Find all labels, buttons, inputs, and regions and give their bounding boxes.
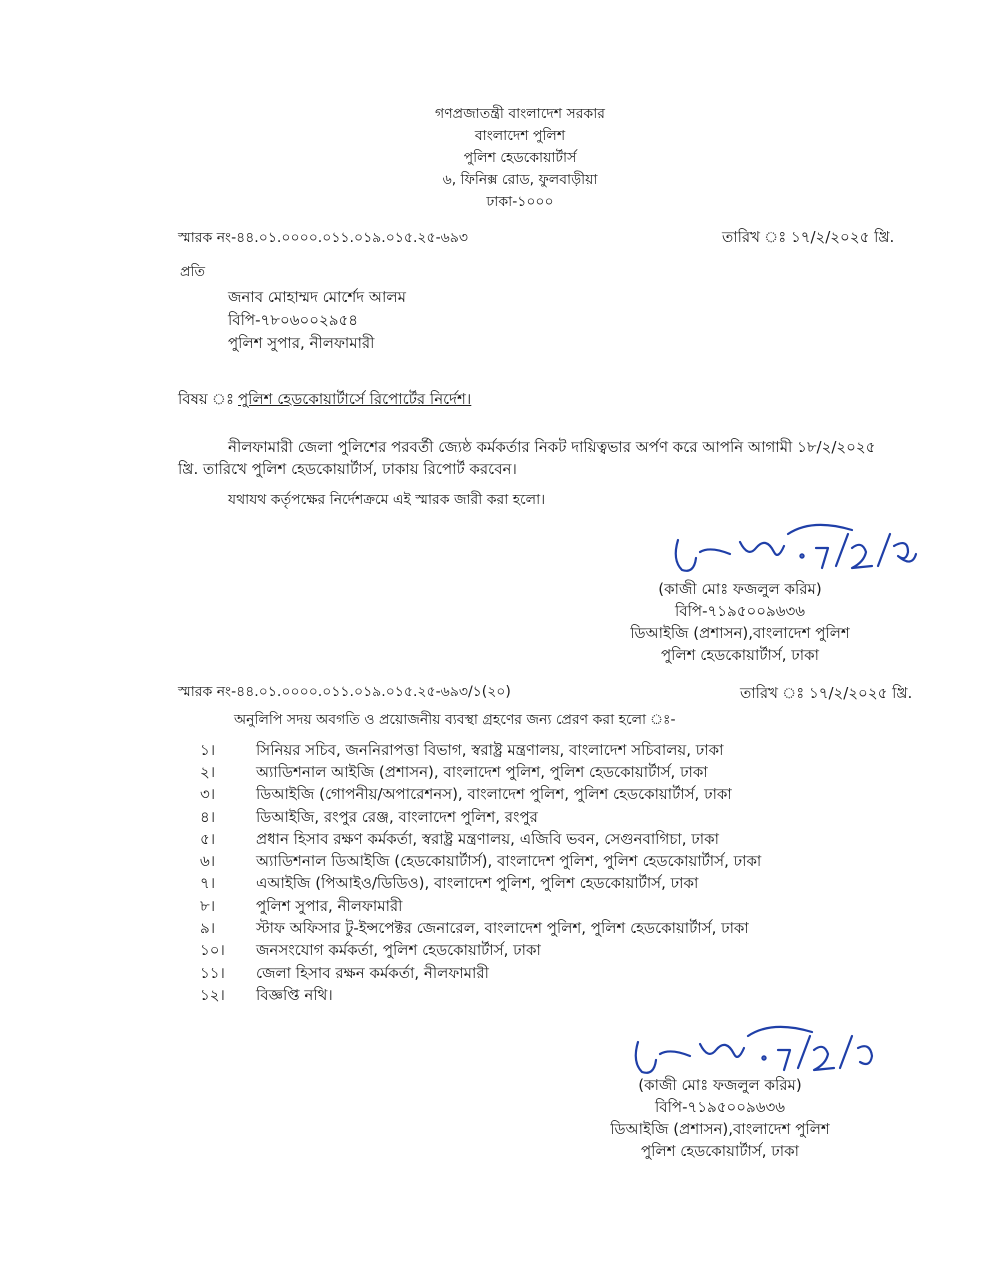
cc-list-item [200, 941, 840, 963]
cc-list-item [200, 896, 840, 918]
copy-intro: অনুলিপি সদয় অবগতি ও প্রয়োজনীয় ব্যবস্থা গ্রহণের জন্য প্রেরণ করা হলো ঃ- [234, 712, 676, 728]
signatory-block-1 [590, 578, 890, 666]
cc-list-item [200, 762, 840, 784]
cc-item-number: ৯। [200, 919, 216, 938]
cc-item-number: ৫। [200, 829, 216, 848]
signatory-name: (কাজী মোঃ ফজলুল করিম) [658, 580, 822, 598]
cc-list-item [200, 740, 840, 762]
cc-item-number: ২। [200, 762, 216, 781]
cc-item-number: ৩। [200, 785, 216, 804]
recipient-bp: বিপি-৭৮০৬০০২৯৫৪ [228, 311, 358, 329]
recipient-designation: পুলিশ সুপার, নীলফামারী [228, 334, 375, 352]
cc-item-text: প্রধান হিসাব রক্ষণ কর্মকর্তা, স্বরাষ্ট্র মন্ত্রণালয়, এজিবি ভবন, সেগুনবাগিচা, ঢাকা [256, 829, 719, 848]
cc-item-number: ৪। [200, 807, 216, 826]
to-label: প্রতি [180, 264, 205, 280]
memo-reference: স্মারক নং-৪৪.০১.০০০০.০১১.০১৯.০১৫.২৫-৬৯৩ [178, 230, 468, 246]
header-address: ৬, ফিনিক্স রোড, ফুলবাড়ীয়া [442, 172, 598, 188]
signatory-name: (কাজী মোঃ ফজলুল করিম) [638, 1076, 802, 1094]
cc-item-number: ১২। [200, 985, 225, 1004]
recipient-block [228, 286, 406, 355]
cc-item-number: ৮। [200, 896, 216, 915]
cc-list [200, 740, 840, 1008]
cc-list-item [200, 785, 840, 807]
body-paragraph-1-line-2: খ্রি. তারিখে পুলিশ হেডকোয়ার্টার্স, ঢাকায় রিপোর্ট করবেন। [178, 460, 517, 478]
letterhead [330, 103, 710, 213]
cc-item-number: ১১। [200, 963, 225, 982]
header-government: গণপ্রজাতন্ত্রী বাংলাদেশ সরকার [435, 106, 605, 122]
cc-item-text: ডিআইজি, রংপুর রেঞ্জ, বাংলাদেশ পুলিশ, রংপুর [256, 807, 538, 826]
cc-item-text: বিজ্ঞপ্তি নথি। [256, 985, 333, 1004]
cc-list-item [200, 829, 840, 851]
cc-list-item [200, 985, 840, 1007]
subject-label: বিষয় ঃ [178, 390, 234, 408]
cc-item-text: সিনিয়র সচিব, জননিরাপত্তা বিভাগ, স্বরাষ্ট্র মন্ত্রণালয়, বাংলাদেশ সচিবালয়, ঢাকা [256, 740, 724, 759]
header-office: পুলিশ হেডকোয়ার্টার্স [463, 150, 577, 166]
handwritten-signature-1 [560, 512, 920, 582]
signatory-bp: বিপি-৭১৯৫০০৯৬৩৬ [655, 1098, 785, 1116]
cc-list-item [200, 963, 840, 985]
header-department: বাংলাদেশ পুলিশ [474, 128, 566, 144]
signatory-bp: বিপি-৭১৯৫০০৯৬৩৬ [675, 602, 805, 620]
cc-list-item [200, 874, 840, 896]
cc-item-text: অ্যাডিশনাল আইজি (প্রশাসন), বাংলাদেশ পুলিশ, পুলিশ হেডকোয়ার্টার্স, ঢাকা [256, 762, 708, 781]
subject-text: পুলিশ হেডকোয়ার্টার্সে রিপোর্টের নির্দেশ। [238, 390, 472, 408]
cc-item-number: ৭। [200, 874, 216, 893]
signatory-designation: ডিআইজি (প্রশাসন),বাংলাদেশ পুলিশ [610, 1120, 830, 1138]
cc-list-item [200, 918, 840, 940]
cc-list-item [200, 807, 840, 829]
cc-item-text: এআইজি (পিআইও/ডিডিও), বাংলাদেশ পুলিশ, পুলিশ হেডকোয়ার্টার্স, ঢাকা [256, 874, 699, 893]
cc-item-number: ১। [200, 740, 216, 759]
cc-item-number: ১০। [200, 941, 225, 960]
cc-item-text: জেলা হিসাব রক্ষন কর্মকর্তা, নীলফামারী [256, 963, 489, 982]
cc-list-item [200, 851, 840, 873]
cc-item-text: পুলিশ সুপার, নীলফামারী [256, 896, 403, 915]
signatory-office: পুলিশ হেডকোয়ার্টার্স, ঢাকা [660, 646, 819, 664]
cc-item-text: স্টাফ অফিসার টু-ইন্সপেক্টর জেনারেল, বাংলাদেশ পুলিশ, পুলিশ হেডকোয়ার্টার্স, ঢাকা [256, 919, 749, 938]
cc-item-number: ৬। [200, 852, 216, 871]
signatory-block-2 [570, 1074, 870, 1162]
header-city: ঢাকা-১০০০ [486, 194, 554, 210]
copy-memo-date: তারিখ ঃ ১৭/২/২০২৫ খ্রি. [740, 684, 913, 702]
recipient-name: জনাব মোহাম্মদ মোর্শেদ আলম [228, 288, 406, 306]
signatory-office: পুলিশ হেডকোয়ার্টার্স, ঢাকা [640, 1142, 799, 1160]
cc-item-text: অ্যাডিশনাল ডিআইজি (হেডকোয়ার্টার্স), বাংলাদেশ পুলিশ, পুলিশ হেডকোয়ার্টার্স, ঢাকা [256, 852, 762, 871]
copy-memo-reference: স্মারক নং-৪৪.০১.০০০০.০১১.০১৯.০১৫.২৫-৬৯৩/১(২০) [178, 684, 511, 700]
body-paragraph-2: যথাযথ কর্তৃপক্ষের নির্দেশক্রমে এই স্মারক জারী করা হলো। [228, 492, 546, 508]
cc-item-text: জনসংযোগ কর্মকর্তা, পুলিশ হেডকোয়ার্টার্স, ঢাকা [256, 941, 541, 960]
cc-item-text: ডিআইজি (গোপনীয়/অপারেশনস), বাংলাদেশ পুলিশ, পুলিশ হেডকোয়ার্টার্স, ঢাকা [256, 785, 732, 804]
memo-date: তারিখ ঃ ১৭/২/২০২৫ খ্রি. [722, 228, 895, 246]
body-paragraph-1-line-1: নীলফামারী জেলা পুলিশের পরবর্তী জ্যেষ্ঠ কর্মকর্তার নিকট দায়িত্বভার অর্পণ করে আপনি আগামী ১৮/২/২০২৫ [228, 438, 876, 456]
signatory-designation: ডিআইজি (প্রশাসন),বাংলাদেশ পুলিশ [630, 624, 850, 642]
